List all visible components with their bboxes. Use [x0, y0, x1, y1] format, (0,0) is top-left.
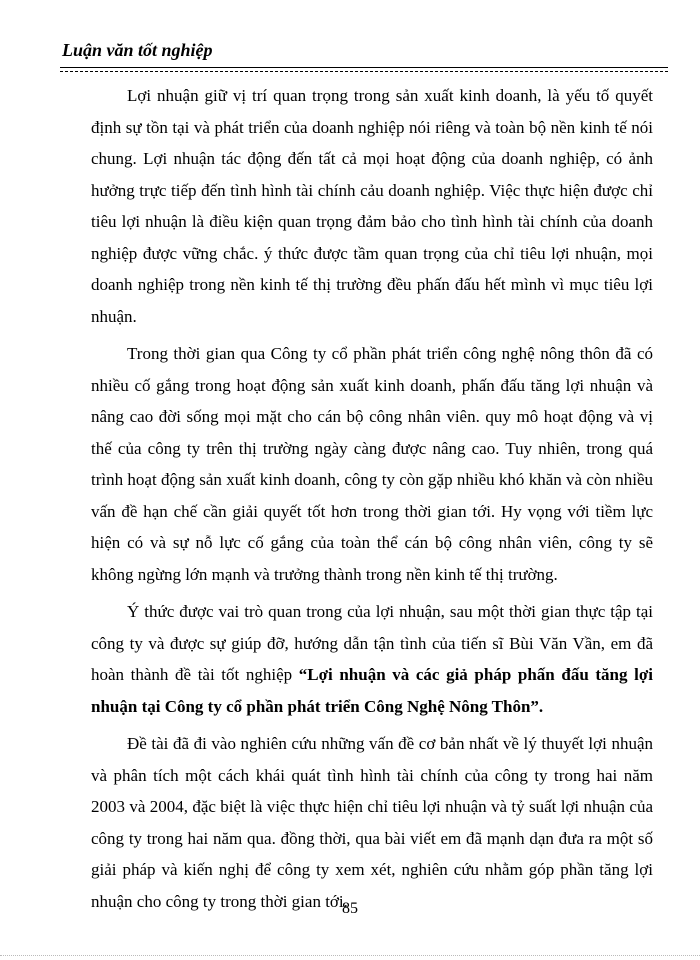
header-rule-solid	[60, 67, 668, 68]
paragraph-3-intro: Ý thức được vai trò quan trong của lợi nhuận, sau một thời gian thực tập tại công ty và được sự giúp đỡ, hướng dẫn tận tình của tiến sĩ Bùi Văn Vần, em đã hoàn thành đề tài tốt nghiệp	[91, 602, 653, 684]
paragraph-1: Lợi nhuận giữ vị trí quan trọng trong sản xuất kinh doanh, là yếu tố quyết định sự tồn tại và phát triển của doanh nghiệp nói riêng và toàn bộ nền kinh tế nói chung. Lợi nhuận tác động đến tất cả mọi hoạt động của doanh nghiệp, có ảnh hưởng trực tiếp đến tình hình tài chính cảu doanh nghiệp. Việc thực hiện được chỉ tiêu lợi nhuận là điều kiện quan trọng đảm bảo cho tình hình tài chính của doanh nghiệp được vững chắc. ý thức được tầm quan trọng của chỉ tiêu lợi nhuận, mọi doanh nghiệp trong nền kinh tế thị trường đều phấn đấu hết mình vì mục tiêu lợi nhuận.	[91, 86, 653, 326]
header-rule-dashed	[60, 71, 668, 72]
thesis-title: “Lợi nhuận và các giả pháp phấn đấu tăng lợi nhuận tại Công ty cổ phần phát triển Công Nghệ Nông Thôn”.	[91, 665, 653, 716]
page-number: 85	[342, 900, 358, 917]
page-bottom-edge	[0, 955, 700, 956]
paragraph-2: Trong thời gian qua Công ty cổ phần phát triển công nghệ nông thôn đã có nhiều cố gắng trong hoạt động sản xuất kinh doanh, phấn đấu tăng lợi nhuận và nâng cao đời sống mọi mặt cho cán bộ công nhân viên. quy mô hoạt động và vị thế của công ty trên thị trường ngày càng được nâng cao. Tuy nhiên, trong quá trình hoạt động sản xuất kinh doanh, công ty còn gặp nhiều khó khăn và còn nhiều vấn đề hạn chế cần giải quyết tốt hơn trong thời gian tới. Hy vọng với tiềm lực hiện có và sự nỗ lực cố gắng của toàn thể cán bộ công nhân viên, công ty sẽ không ngừng lớn mạnh và trưởng thành trong nền kinh tế thị trường.	[91, 344, 653, 584]
document-header-title: Luận văn tốt nghiệp	[62, 40, 213, 60]
paragraph-3	[91, 596, 653, 722]
document-body	[91, 80, 653, 923]
paragraph-4: Đề tài đã đi vào nghiên cứu những vấn đề cơ bản nhất về lý thuyết lợi nhuận và phân tích một cách khái quát tình hình tài chính của công ty trong hai năm 2003 và 2004, đặc biệt là việc thực hiện chỉ tiêu lợi nhuận và tỷ suất lợi nhuận của công ty trong hai năm qua. đồng thời, qua bài viết em đã mạnh dạn đưa ra một số giải pháp và kiến nghị để công ty xem xét, nghiên cứu nhằm góp phần tăng lợi nhuận cho công ty trong thời gian tới.	[91, 734, 653, 911]
